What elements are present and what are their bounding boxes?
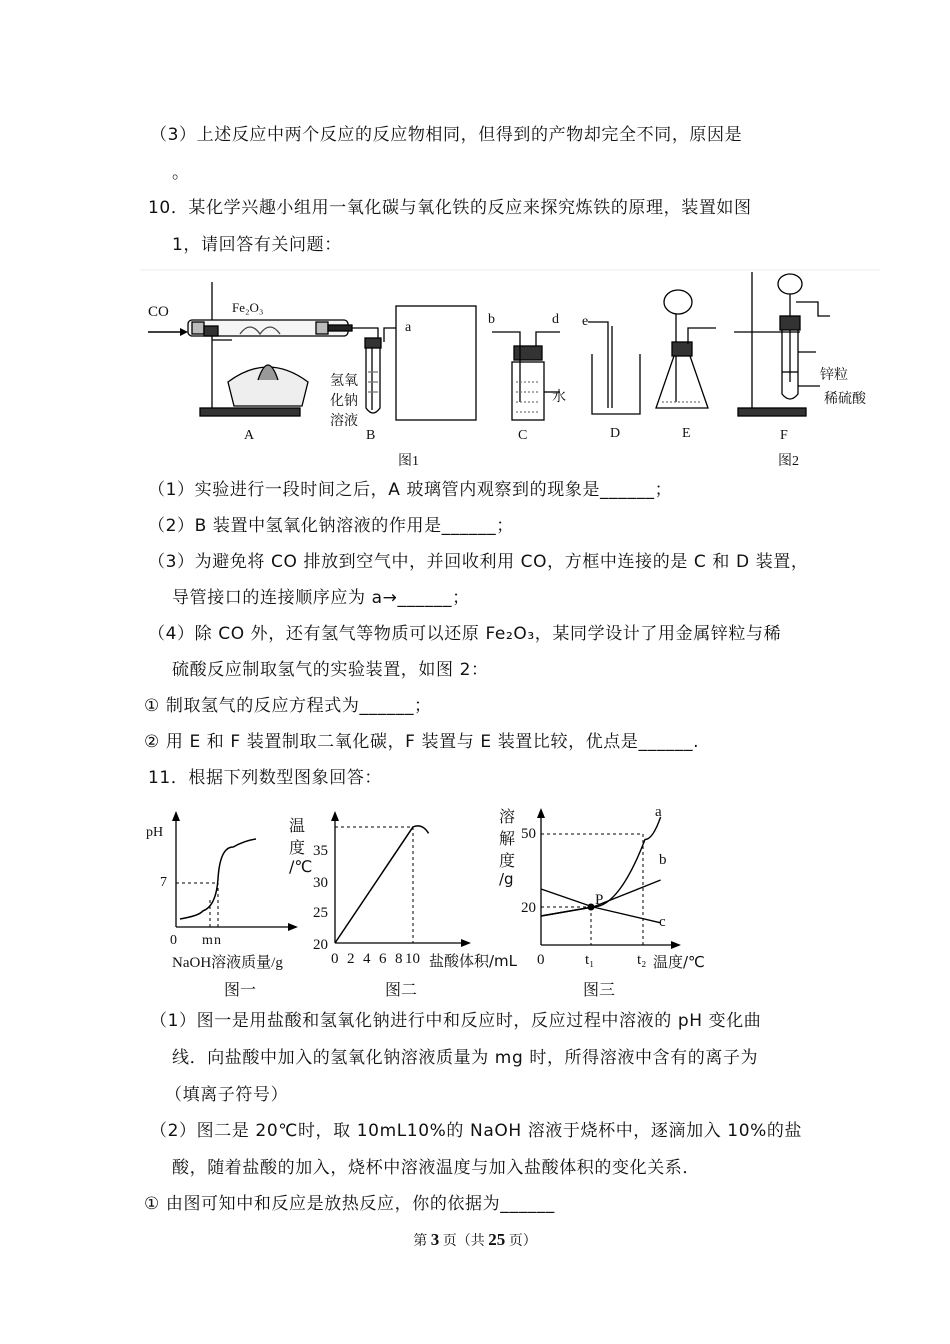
chart3-xtick-t1: t₁	[585, 952, 595, 968]
chart3-title: 图三	[583, 982, 616, 999]
q11-stem: 11．根据下列数型图象回答：	[148, 768, 383, 788]
q10-sub1: ① 制取氢气的反应方程式为______；	[144, 696, 432, 716]
chart1-xtick-0: 0	[170, 933, 177, 948]
q10-part4-line2: 硫酸反应制取氢气的实验装置，如图 2：	[172, 660, 489, 680]
q11-part1-line3: （填离子符号）	[165, 1085, 289, 1105]
q10-part1: （1）实验进行一段时间之后，A 玻璃管内观察到的现象是______；	[148, 480, 673, 500]
chart-3	[495, 800, 725, 1000]
apparatus-f	[734, 272, 830, 416]
port-b-label: b	[488, 312, 495, 327]
fe2o3-label: Fe₂O₃	[232, 300, 264, 315]
chart3-xtick-t2: t₂	[637, 952, 647, 968]
chart1-xtick-n: n	[214, 933, 221, 948]
fig2-caption: 图2	[778, 454, 799, 469]
co-label: CO	[148, 304, 169, 320]
footer-pre: 第	[413, 1234, 428, 1249]
chart2-ytick-35: 35	[313, 843, 328, 859]
chart3-xtick-0: 0	[537, 952, 545, 968]
chart2-xtick-10: 10	[405, 951, 420, 967]
chart2-xtick-2: 2	[347, 951, 355, 967]
chart3-ytick-20: 20	[521, 900, 536, 916]
port-e-label: e	[582, 314, 589, 329]
chart3-series-a-label: a	[655, 804, 662, 820]
chart1-ytick-7: 7	[160, 875, 167, 890]
chart2-temp-curve	[335, 826, 429, 943]
label-e: E	[682, 426, 691, 441]
chart2-xtick-6: 6	[379, 951, 387, 967]
q9-part3-text: （3）上述反应中两个反应的反应物相同，但得到的产物却完全不同，原因是	[150, 125, 743, 145]
q10-part4-line1: （4）除 CO 外，还有氢气等物质可以还原 Fe₂O₃，某同学设计了用金属锌粒与稀	[148, 624, 782, 644]
q11-part1-line1: （1）图一是用盐酸和氢氧化钠进行中和反应时，反应过程中溶液的 pH 变化曲	[150, 1011, 762, 1031]
naoh-label-2: 化钠	[330, 393, 358, 409]
q10-stem-line1: 10．某化学兴趣小组用一氧化碳与氧化铁的反应来探究炼铁的原理，装置如图	[148, 198, 752, 218]
chart3-ylabel-3: 度	[499, 851, 516, 870]
footer-total-pages: 25	[488, 1230, 506, 1249]
chart2-ylabel-1: 温	[289, 816, 306, 835]
q10-part3-line2: 导管接口的连接顺序应为 a→______；	[172, 588, 470, 608]
chart3-ytick-50: 50	[521, 826, 536, 842]
label-b: B	[366, 428, 376, 443]
page-footer	[0, 1230, 950, 1250]
chart3-xlabel: 温度/℃	[653, 953, 705, 971]
chart3-series-c-label: c	[659, 914, 666, 930]
chart2-xtick-4: 4	[363, 951, 371, 967]
chart3-point-p	[588, 904, 595, 911]
q11-part1-line2: 线．向盐酸中加入的氢氧化钠溶液质量为 mg 时，所得溶液中含有的离子为	[172, 1048, 759, 1068]
water-label: 水	[552, 389, 566, 405]
apparatus-d	[588, 322, 640, 414]
zinc-label: 锌粒	[820, 367, 848, 383]
naoh-label-3: 溶液	[330, 413, 358, 429]
port-d-label: d	[552, 312, 559, 327]
apparatus-e	[656, 290, 716, 408]
fig1-caption: 图1	[398, 454, 419, 469]
label-c: C	[518, 428, 528, 443]
chart3-ylabel-4: /g	[499, 870, 514, 888]
chart1-xtick-m: m	[202, 933, 213, 948]
chart2-ylabel-3: /℃	[289, 857, 313, 876]
footer-post: 页）	[508, 1234, 537, 1249]
q9-part3-end: 。	[172, 163, 190, 183]
q10-sub2: ② 用 E 和 F 装置制取二氧化碳，F 装置与 E 装置比较，优点是______.	[144, 732, 700, 752]
chart3-ylabel-1: 溶	[499, 807, 516, 826]
chart2-xtick-8: 8	[395, 951, 403, 967]
chart1-xlabel: NaOH溶液质量/g	[172, 955, 283, 971]
apparatus-figure	[140, 262, 880, 472]
chart3-annotation-p: P	[595, 892, 604, 908]
apparatus-c	[492, 332, 560, 420]
label-d: D	[610, 426, 621, 441]
chart2-xlabel: 盐酸体积/mL	[429, 952, 518, 970]
q10-stem-line2: 1，请回答有关问题：	[172, 235, 342, 255]
footer-page-number: 3	[430, 1230, 440, 1249]
label-a: A	[244, 428, 255, 443]
label-f: F	[780, 428, 788, 443]
chart3-ylabel-2: 解	[499, 829, 516, 848]
q11-part2-line1: （2）图二是 20℃时，取 10mL10%的 NaOH 溶液于烧杯中，逐滴加入 10%的盐	[150, 1121, 803, 1141]
chart3-series-b-label: b	[659, 852, 667, 868]
q11-sub1: ① 由图可知中和反应是放热反应，你的依据为______	[144, 1194, 555, 1214]
chart1-title: 图一	[224, 982, 257, 999]
acid-label: 稀硫酸	[824, 391, 866, 407]
chart2-ylabel-2: 度	[289, 838, 306, 857]
chart2-title: 图二	[385, 982, 418, 999]
q11-part2-line2: 酸，随着盐酸的加入，烧杯中溶液温度与加入盐酸体积的变化关系．	[172, 1158, 700, 1178]
q10-part3-line1: （3）为避免将 CO 排放到空气中，并回收利用 CO，方框中连接的是 C 和 D 装置，	[148, 552, 809, 572]
footer-mid: 页（共	[442, 1234, 485, 1249]
chart2-ytick-20: 20	[313, 937, 328, 953]
chart2-ytick-30: 30	[313, 875, 328, 891]
chart2-xtick-0: 0	[331, 951, 339, 967]
q10-part2: （2）B 装置中氢氧化钠溶液的作用是______；	[148, 516, 514, 536]
chart2-ytick-25: 25	[313, 905, 328, 921]
port-a-label: a	[405, 320, 412, 335]
chart1-ylabel: pH	[146, 825, 164, 840]
naoh-label-1: 氢氧	[330, 373, 358, 389]
